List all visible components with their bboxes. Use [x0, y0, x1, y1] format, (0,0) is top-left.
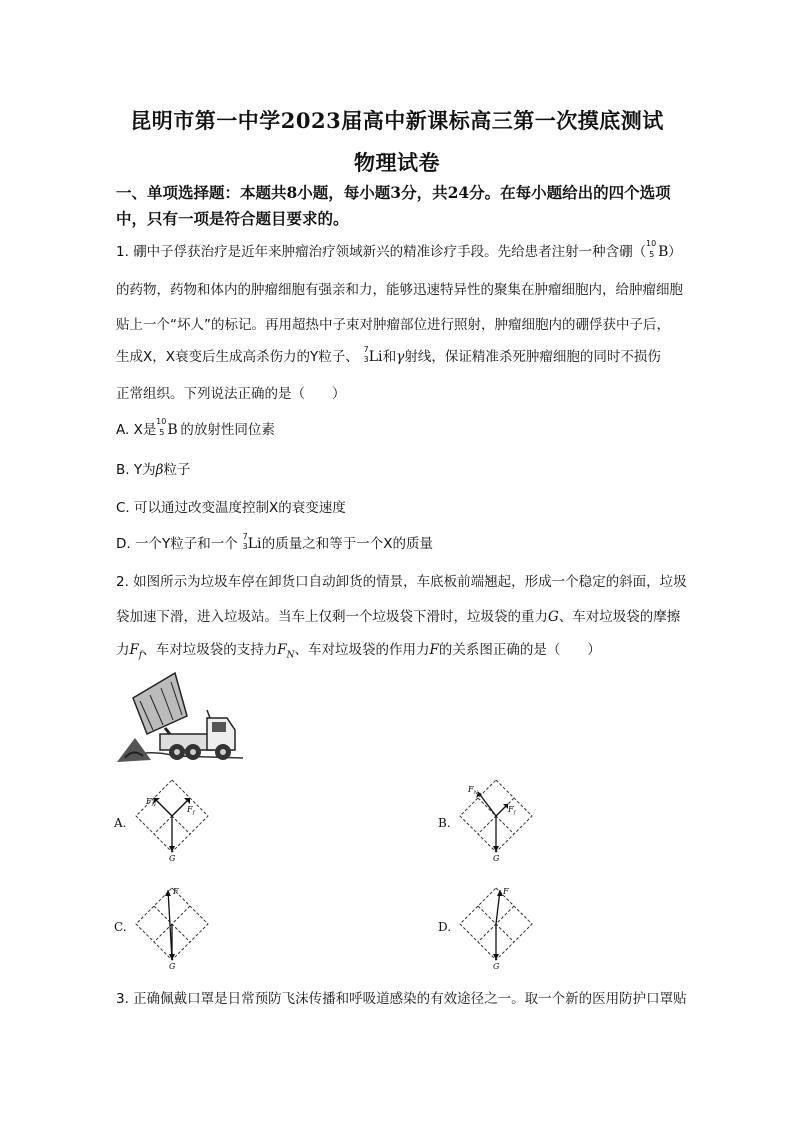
- q2-line1: 2. 如图所示为垃圾车停在卸货口自动卸货的情景，车底板前端翘起，形成一个稳定的斜面，垃圾: [116, 574, 687, 590]
- option-d-lithium-atomic: 3: [242, 542, 248, 551]
- option-d-f-label: F: [503, 887, 509, 896]
- section-heading-line2: 中，只有一项是符合题目要求的。: [116, 209, 349, 228]
- option-a-boron-mass: 10: [156, 417, 167, 426]
- q2-line3-a: 力: [116, 642, 130, 658]
- q1-option-a: [116, 418, 275, 438]
- q1-option-a-end: 的放射性同位素: [180, 422, 275, 438]
- q1-line1-end: ）: [668, 244, 682, 260]
- section-heading: [116, 180, 716, 232]
- option-b-g-label: G: [493, 854, 500, 862]
- normal-force-subscript: N: [286, 650, 295, 661]
- exam-title: 昆明市第一中学2023届高中新课标高三第一次摸底测试: [130, 108, 664, 133]
- q1-option-b-text: B. Y为: [116, 462, 156, 478]
- q1-option-d-end: 的质量之和等于一个X的质量: [261, 536, 433, 552]
- q2-option-b-label: B.: [438, 816, 451, 830]
- q3-line1: 3. 正确佩戴口罩是日常预防飞沫传播和呼吸道感染的有效途径之一。取一个新的医用防护口罩贴: [116, 991, 687, 1007]
- option-c-f-label: F: [173, 887, 179, 896]
- section-heading-line1: 一、单项选择题：本题共8小题，每小题3分，共24分。在每小题给出的四个选项: [116, 183, 671, 202]
- q1-line4: [116, 345, 661, 365]
- q1-option-b: [116, 458, 190, 478]
- q1-line1-text: 1. 硼中子俘获治疗是近年来肿瘤治疗领域新兴的精准诊疗手段。先给患者注射一种含硼（: [116, 244, 647, 260]
- total-force-symbol: F: [429, 642, 439, 658]
- friction-symbol: F: [129, 642, 139, 658]
- lithium-atomic-number: 3: [363, 355, 369, 364]
- boron-mass-number: 10: [645, 239, 657, 248]
- q2-gravity-symbol: G: [548, 609, 559, 625]
- option-d-lithium-symbol: Li: [247, 536, 262, 552]
- q2-option-d-label: D.: [438, 920, 452, 934]
- q2-option-b-diagram: [456, 778, 536, 862]
- q2-line2-text: 袋加速下滑，进入垃圾站。当车上仅剩一个垃圾袋下滑时，垃圾袋的重力: [116, 609, 548, 625]
- option-a-boron-symbol: B: [167, 422, 178, 438]
- exam-subtitle: 物理试卷: [354, 150, 440, 175]
- option-d-g-label: G: [493, 962, 500, 970]
- q1-option-d: [116, 532, 433, 552]
- boron-symbol: B: [658, 244, 669, 260]
- lithium-nuclide: [359, 345, 383, 365]
- friction-subscript: f: [138, 650, 143, 661]
- normal-force-symbol: F: [277, 642, 287, 658]
- q2-option-a-label: A.: [114, 816, 127, 830]
- option-c-g-label: G: [169, 962, 176, 970]
- q1-option-c: C. 可以通过改变温度控制X的衰变速度: [116, 500, 346, 516]
- q2-line3: [116, 638, 601, 661]
- option-a-ff-label: $F_f$: [187, 805, 195, 816]
- option-a-boron-atomic: 5: [159, 428, 165, 437]
- beta-symbol: β: [155, 462, 164, 478]
- lithium-mass-number: 7: [363, 345, 369, 354]
- q1-line4-b: 和: [382, 349, 397, 365]
- q1-line1: [116, 240, 682, 260]
- q2-line3-c: 、车对垃圾袋的作用力: [294, 642, 430, 658]
- garbage-truck-illustration: [115, 668, 245, 768]
- q1-line4-c: 射线，保证精准杀死肿瘤细胞的同时不损伤: [404, 349, 661, 365]
- option-a-boron: [156, 417, 180, 438]
- q1-option-a-text: A. X是: [116, 422, 157, 438]
- q2-option-c-label: C.: [114, 920, 127, 934]
- option-d-lithium-mass: 7: [242, 532, 248, 541]
- q2-option-c-diagram: [132, 882, 212, 970]
- option-a-fn-label: $F_N$: [146, 797, 156, 808]
- q2-line2-end: 、车对垃圾袋的摩擦: [558, 609, 681, 625]
- q1-line3: 贴上一个“坏人”的标记。再用超热中子束对肿瘤部位进行照射，肿瘤细胞内的硼俘获中子后，: [116, 317, 670, 333]
- gamma-symbol: γ: [396, 349, 405, 365]
- q2-option-a-diagram: [132, 778, 212, 862]
- q1-option-b-end: 粒子: [163, 462, 191, 478]
- option-a-g-label: G: [169, 854, 176, 862]
- boron-nuclide: [645, 239, 669, 260]
- boron-atomic-number: 5: [649, 250, 655, 259]
- q1-line5: 正常组织。下列说法正确的是（ ）: [116, 386, 346, 402]
- q2-line2: [116, 605, 680, 625]
- q1-line2: 的药物，药物和体内的肿瘤细胞有强亲和力，能够迅速特异性的聚集在肿瘤细胞内，给肿瘤细胞: [116, 282, 683, 298]
- q2-option-d-diagram: [456, 882, 536, 970]
- lithium-symbol: Li: [368, 349, 383, 365]
- option-b-ff-label: $F_f$: [508, 805, 516, 816]
- q1-option-d-text: D. 一个Y粒子和一个: [116, 536, 238, 552]
- option-d-lithium: [238, 532, 262, 552]
- q2-line3-b: 、车对垃圾袋的支持力: [142, 642, 278, 658]
- q2-line3-d: 的关系图正确的是（ ）: [438, 642, 601, 658]
- option-b-fn-label: $F_N$: [468, 785, 478, 796]
- q1-line4-a: 生成X，X衰变后生成高杀伤力的Y粒子、: [116, 349, 359, 365]
